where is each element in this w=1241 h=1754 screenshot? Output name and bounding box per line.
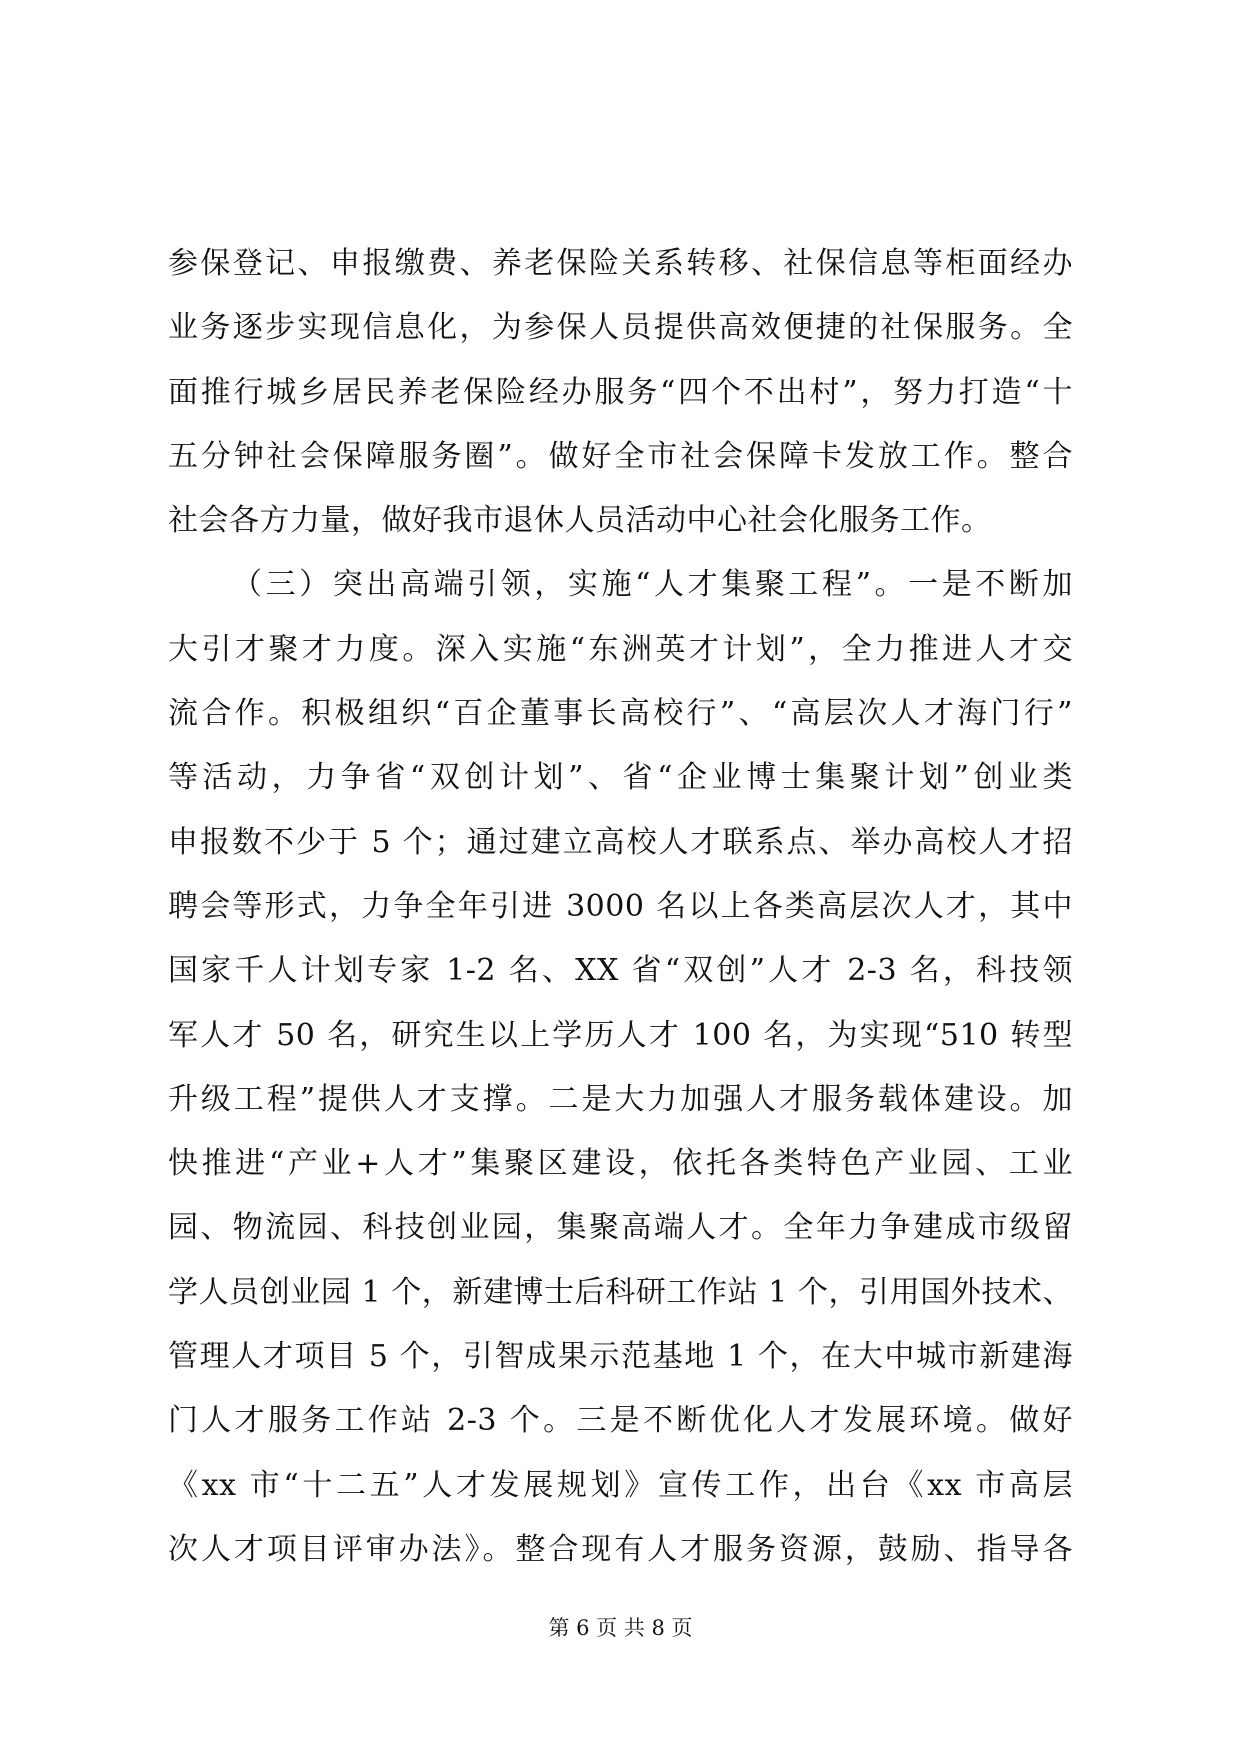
text-line: 国家千人计划专家 1-2 名、XX 省“双创”人才 2-3 名，科技领 bbox=[168, 953, 1073, 989]
text-line: 社会各方力量，做好我市退休人员活动中心社会化服务工作。 bbox=[168, 503, 992, 539]
text-line: 门人才服务工作站 2-3 个。三是不断优化人才发展环境。做好 bbox=[168, 1403, 1073, 1439]
text-line: 申报数不少于 5 个；通过建立高校人才联系点、举办高校人才招 bbox=[168, 824, 1073, 860]
text-line: 园、物流园、科技创业园，集聚高端人才。全年力争建成市级留 bbox=[168, 1210, 1073, 1246]
text-line: 次人才项目评审办法》。整合现有人才服务资源，鼓励、指导各 bbox=[168, 1531, 1073, 1567]
text-line: 快推进“产业+人才”集聚区建设，依托各类特色产业园、工业 bbox=[168, 1146, 1073, 1182]
page-number-footer: 第 6 页 共 8 页 bbox=[548, 1616, 693, 1640]
text-line: 升级工程”提供人才支撑。二是大力加强人才服务载体建设。加 bbox=[168, 1081, 1073, 1117]
text-line: 业务逐步实现信息化，为参保人员提供高效便捷的社保服务。全 bbox=[168, 310, 1073, 346]
body-text bbox=[168, 232, 1073, 1582]
text-line: 流合作。积极组织“百企董事长高校行”、“高层次人才海门行” bbox=[168, 696, 1073, 732]
text-line: 聘会等形式，力争全年引进 3000 名以上各类高层次人才，其中 bbox=[168, 888, 1073, 924]
text-line: 管理人才项目 5 个，引智成果示范基地 1 个，在大中城市新建海 bbox=[168, 1339, 1073, 1375]
section-heading-line: （三）突出高端引领，实施“人才集聚工程”。一是不断加 bbox=[232, 567, 1073, 603]
text-line: 学人员创业园 1 个，新建博士后科研工作站 1 个，引用国外技术、 bbox=[168, 1274, 1073, 1310]
text-line: 等活动，力争省“双创计划”、省“企业博士集聚计划”创业类 bbox=[168, 760, 1073, 796]
text-line: 面推行城乡居民养老保险经办服务“四个不出村”，努力打造“十 bbox=[168, 374, 1073, 410]
text-line: 军人才 50 名，研究生以上学历人才 100 名，为实现“510 转型 bbox=[168, 1017, 1073, 1053]
text-line: 五分钟社会保障服务圈”。做好全市社会保障卡发放工作。整合 bbox=[168, 438, 1073, 474]
text-line: 大引才聚才力度。深入实施“东洲英才计划”，全力推进人才交 bbox=[168, 631, 1073, 667]
text-line: 参保登记、申报缴费、养老保险关系转移、社保信息等柜面经办 bbox=[168, 246, 1073, 281]
text-line: 《xx 市“十二五”人才发展规划》宣传工作，出台《xx 市高层 bbox=[168, 1467, 1073, 1503]
